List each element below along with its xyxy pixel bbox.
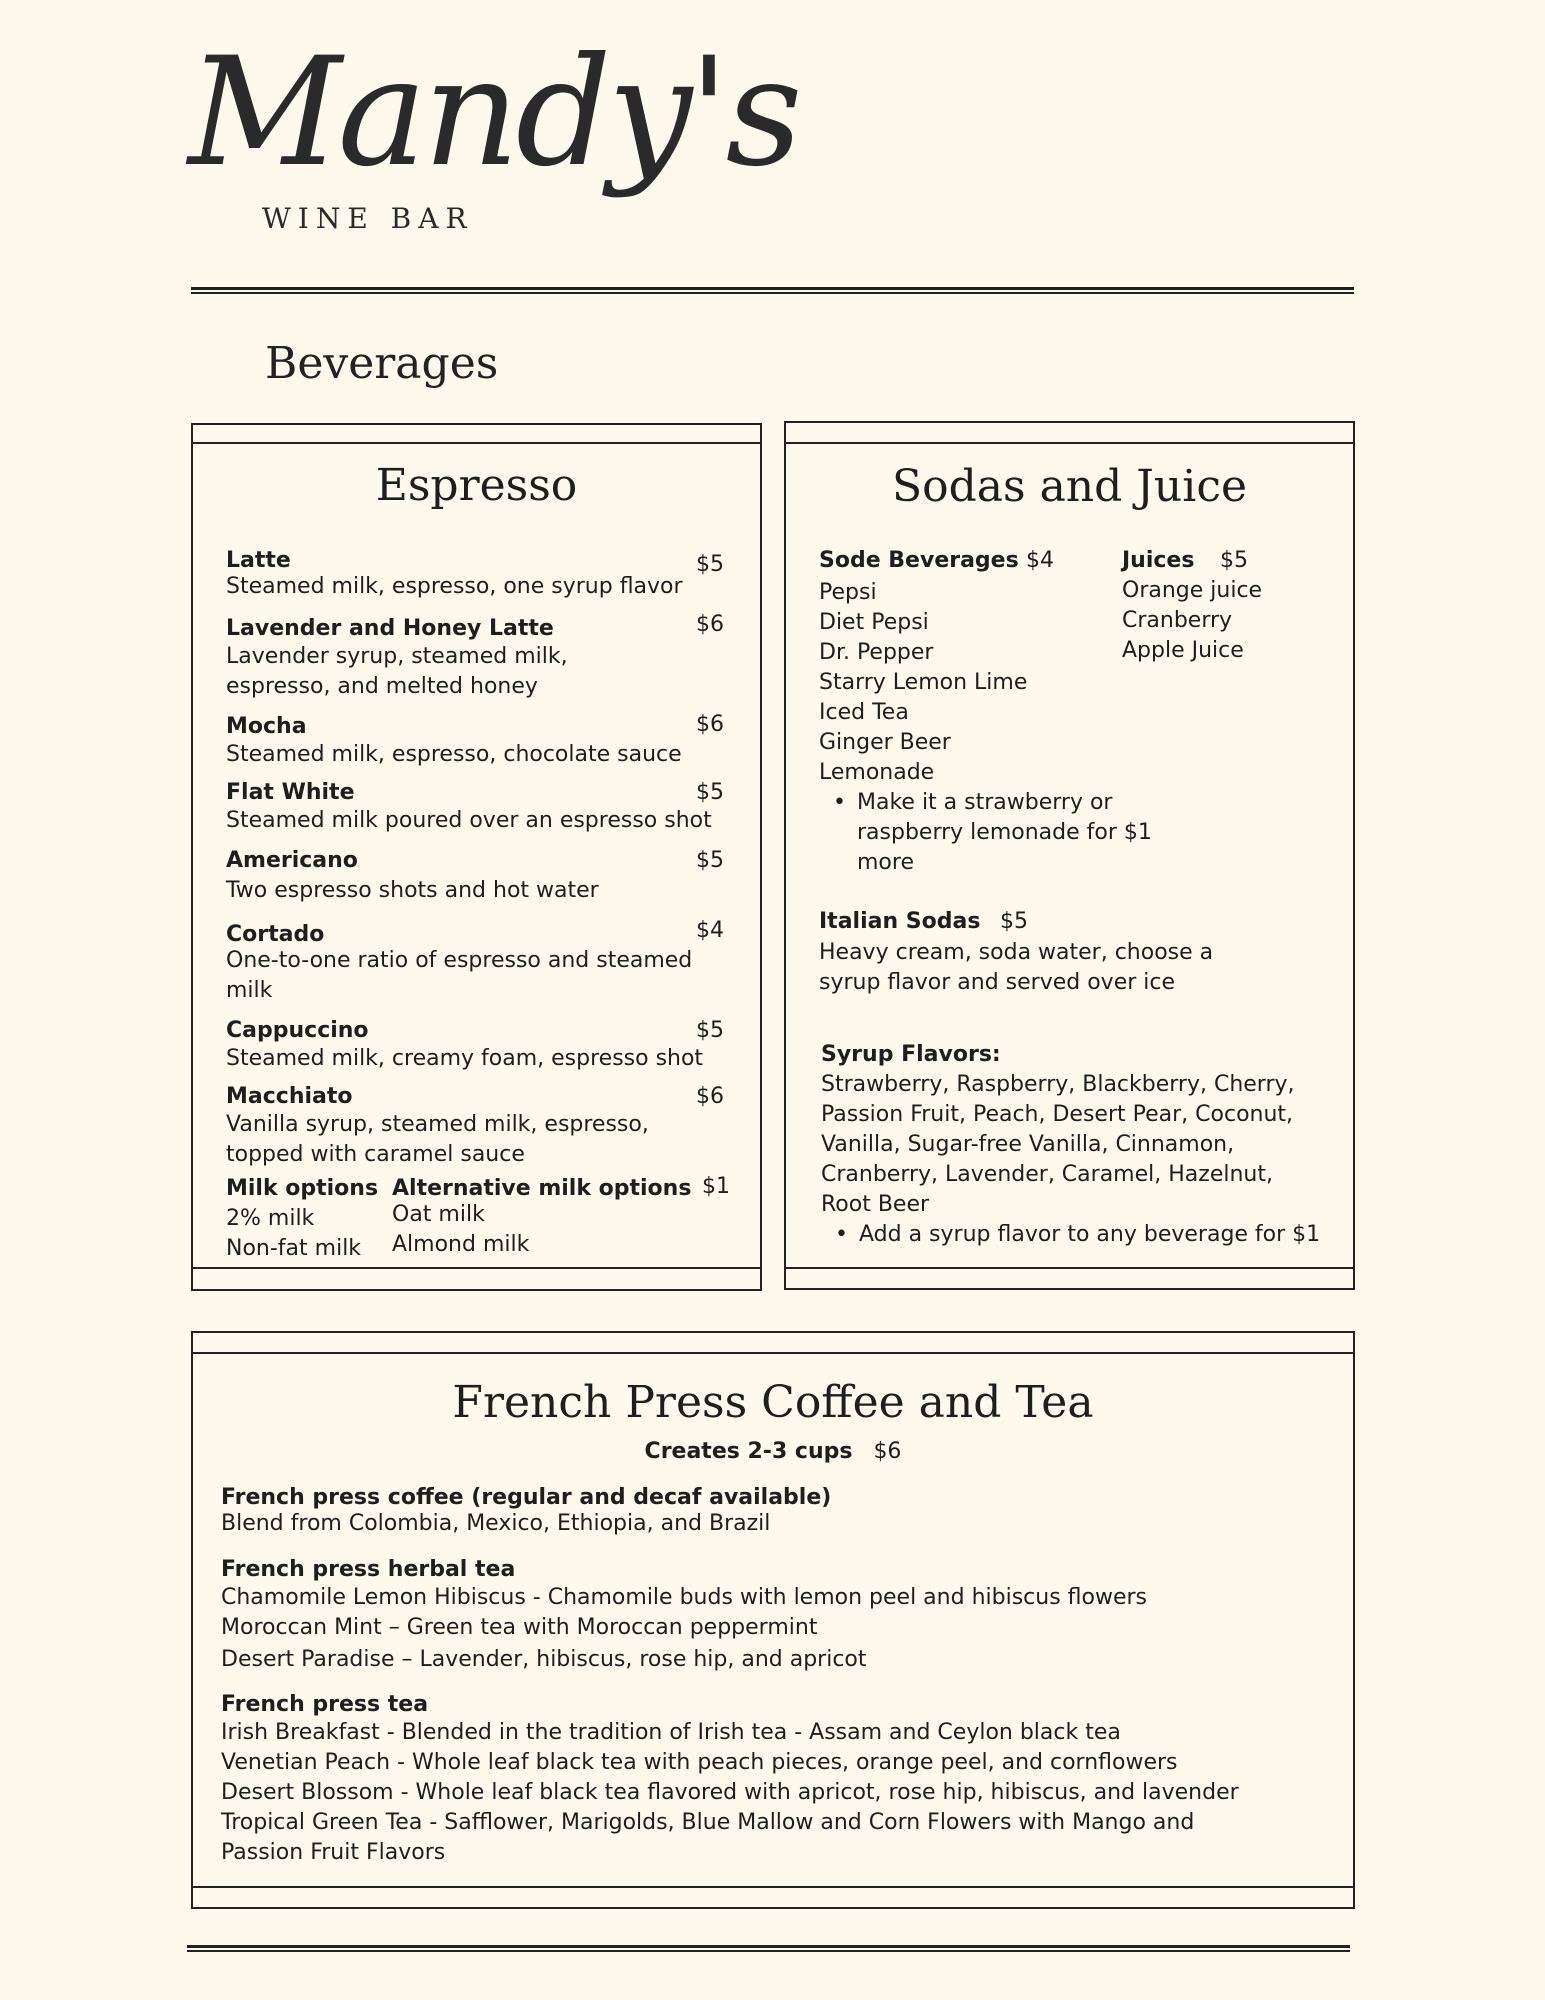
item-name: Lavender and Honey Latte	[226, 616, 554, 641]
item-desc: topped with caramel sauce	[226, 1142, 525, 1167]
alt-milk-price: $1	[702, 1174, 730, 1199]
item-price: $4	[696, 918, 724, 943]
item-price: $5	[696, 848, 724, 873]
syrup-line: Passion Fruit, Peach, Desert Pear, Coconut,	[821, 1102, 1294, 1127]
lemonade-note-line: raspberry lemonade for $1	[857, 820, 1152, 845]
item-desc: Steamed milk poured over an espresso shot	[226, 808, 712, 833]
alt-milk-label: Alternative milk options	[392, 1176, 692, 1201]
syrup-line: Strawberry, Raspberry, Blackberry, Cherry,	[821, 1072, 1295, 1097]
item-price: $5	[696, 780, 724, 805]
item-name: Latte	[226, 548, 291, 573]
tea-line: Tropical Green Tea - Safflower, Marigolds, Blue Mallow and Corn Flowers with Mango and	[221, 1810, 1195, 1835]
lemonade-note-line: more	[857, 850, 914, 875]
italian-label: Italian Sodas	[819, 909, 981, 934]
top-divider	[191, 287, 1354, 294]
syrup-note	[823, 1220, 1353, 1250]
espresso-panel	[191, 423, 762, 1291]
item-desc: One-to-one ratio of espresso and steamed	[226, 948, 693, 973]
item-desc: Steamed milk, espresso, one syrup flavor	[226, 574, 683, 599]
coffee-desc: Blend from Colombia, Mexico, Ethiopia, and Brazil	[221, 1511, 771, 1536]
italian-price: $5	[1000, 909, 1028, 934]
sode-item: Ginger Beer	[819, 730, 951, 755]
herbal-line: Moroccan Mint – Green tea with Moroccan peppermint	[221, 1615, 818, 1640]
sode-item: Iced Tea	[819, 700, 909, 725]
sode-label: Sode Beverages	[819, 548, 1019, 573]
item-desc: Steamed milk, espresso, chocolate sauce	[226, 742, 682, 767]
item-desc: milk	[226, 978, 273, 1003]
item-name: Cappuccino	[226, 1018, 369, 1043]
item-name: Cortado	[226, 922, 325, 947]
french-press-title: French Press Coffee and Tea	[452, 1377, 1094, 1428]
syrup-label: Syrup Flavors:	[821, 1042, 1001, 1067]
item-name: Flat White	[226, 780, 355, 805]
item-price: $6	[696, 612, 724, 637]
item-desc: Vanilla syrup, steamed milk, espresso,	[226, 1112, 649, 1137]
item-price: $5	[696, 552, 724, 577]
lemonade-note	[821, 788, 1181, 878]
sode-item: Dr. Pepper	[819, 640, 934, 665]
sode-item: Lemonade	[819, 760, 935, 785]
item-desc: Lavender syrup, steamed milk,	[226, 644, 568, 669]
milk-options-label: Milk options	[226, 1176, 379, 1201]
alt-milk-option: Oat milk	[392, 1202, 485, 1227]
tea-line: Venetian Peach - Whole leaf black tea with peach pieces, orange peel, and cornflowers	[221, 1750, 1178, 1775]
syrup-line: Root Beer	[821, 1192, 930, 1217]
logo-script: Mandy's	[188, 26, 799, 200]
sodas-panel	[784, 421, 1355, 1290]
creates-row	[193, 1437, 1353, 1467]
syrup-note-text: • Add a syrup flavor to any beverage for $1	[823, 1220, 1353, 1250]
sode-price: $4	[1026, 548, 1054, 573]
sodas-title: Sodas and Juice	[891, 461, 1248, 512]
juice-item: Apple Juice	[1122, 638, 1244, 663]
sode-item: Starry Lemon Lime	[819, 670, 1028, 695]
french-press-panel	[191, 1331, 1355, 1909]
coffee-label: French press coffee (regular and decaf available)	[221, 1485, 832, 1510]
herbal-line: Chamomile Lemon Hibiscus - Chamomile buds with lemon peel and hibiscus flowers	[221, 1585, 1148, 1610]
sode-item: Pepsi	[819, 580, 877, 605]
herbal-line: Desert Paradise – Lavender, hibiscus, rose hip, and apricot	[221, 1647, 867, 1672]
lemonade-note-line: Make it a strawberry or	[857, 790, 1113, 815]
italian-desc: syrup flavor and served over ice	[819, 970, 1176, 995]
tea-label: French press tea	[221, 1692, 429, 1717]
creates-label: Creates 2-3 cups	[644, 1439, 853, 1464]
syrup-line: Cranberry, Lavender, Caramel, Hazelnut,	[821, 1162, 1273, 1187]
italian-desc: Heavy cream, soda water, choose a	[819, 940, 1214, 965]
juices-price: $5	[1220, 548, 1248, 573]
item-desc: espresso, and melted honey	[226, 674, 538, 699]
item-desc: Steamed milk, creamy foam, espresso shot	[226, 1046, 704, 1071]
item-name: Macchiato	[226, 1084, 353, 1109]
alt-milk-option: Almond milk	[392, 1232, 530, 1257]
sode-item: Diet Pepsi	[819, 610, 929, 635]
syrup-line: Vanilla, Sugar-free Vanilla, Cinnamon,	[821, 1132, 1235, 1157]
herbal-label: French press herbal tea	[221, 1557, 516, 1582]
bottom-divider	[187, 1945, 1350, 1952]
item-price: $6	[696, 712, 724, 737]
tea-line: Desert Blossom - Whole leaf black tea flavored with apricot, rose hip, hibiscus, and lavender	[221, 1780, 1239, 1805]
milk-option: Non-fat milk	[226, 1236, 362, 1261]
espresso-title: Espresso	[375, 460, 578, 511]
item-name: Americano	[226, 848, 358, 873]
juice-item: Orange juice	[1122, 578, 1263, 603]
milk-option: 2% milk	[226, 1206, 315, 1231]
item-price: $5	[696, 1018, 724, 1043]
item-name: Mocha	[226, 714, 307, 739]
item-desc: Two espresso shots and hot water	[226, 878, 599, 903]
juices-label: Juices	[1122, 548, 1195, 573]
tea-line: Irish Breakfast - Blended in the tradition of Irish tea - Assam and Ceylon black tea	[221, 1720, 1121, 1745]
item-price: $6	[696, 1084, 724, 1109]
creates-price: $6	[873, 1439, 902, 1464]
page-heading: Beverages	[265, 338, 499, 389]
tea-line: Passion Fruit Flavors	[221, 1840, 446, 1865]
logo-subtitle: WINE BAR	[262, 202, 474, 235]
juice-item: Cranberry	[1122, 608, 1233, 633]
